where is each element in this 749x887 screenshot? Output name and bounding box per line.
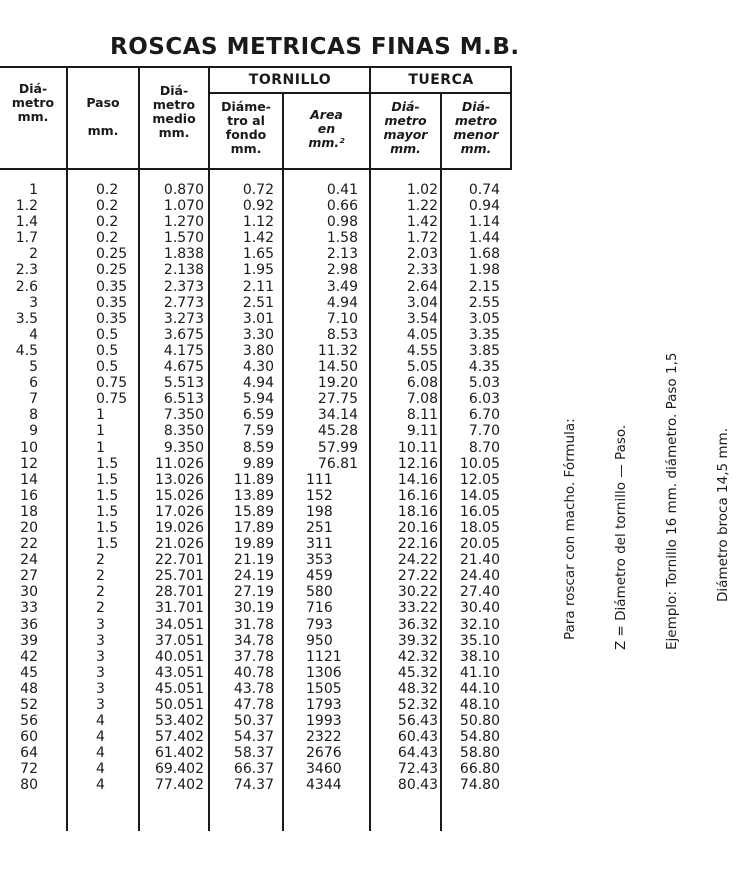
table-cell: 2.13 xyxy=(326,246,358,263)
table-cell: 1.12 xyxy=(242,214,274,231)
table-cell: 4 xyxy=(96,745,105,762)
table-cell: 37.051 xyxy=(155,632,204,649)
table-cell: 716 xyxy=(306,600,333,617)
table-cell: 111 xyxy=(306,471,333,488)
table-cell: 54.80 xyxy=(459,729,500,746)
table-cell: 38.10 xyxy=(459,648,500,665)
table-cell: 4 xyxy=(29,326,38,343)
table-cell: 4 xyxy=(96,777,105,794)
col-divider-5 xyxy=(369,66,371,831)
table-cell: 60 xyxy=(20,729,38,746)
table-cell: 4.5 xyxy=(15,342,38,359)
header-tornillo-fondo: Diáme- tro al fondo mm. xyxy=(221,99,271,156)
table-cell: 2 xyxy=(96,568,105,585)
table-cell: 31.78 xyxy=(233,616,274,633)
table-cell: 0.2 xyxy=(96,198,119,215)
table-cell: 3.30 xyxy=(242,326,274,343)
table-cell: 57.402 xyxy=(155,729,204,746)
table-cell: 44.10 xyxy=(459,680,500,697)
table-cell: 2 xyxy=(96,600,105,617)
table-cell: 950 xyxy=(306,632,333,649)
table-cell: 0.25 xyxy=(96,262,128,279)
table-cell: 21.19 xyxy=(233,552,274,569)
table-cell: 14.50 xyxy=(317,359,358,376)
table-cell: 2.55 xyxy=(468,294,500,311)
column-tuerca-mayor xyxy=(374,182,438,794)
table-cell: 5.94 xyxy=(242,391,274,408)
table-cell: 1 xyxy=(29,182,38,198)
table-cell: 1993 xyxy=(306,713,342,730)
header-tuerca-menor: Diá- metro menor mm. xyxy=(453,99,499,156)
side-note xyxy=(528,353,749,650)
table-cell: 27.75 xyxy=(317,391,358,408)
table-cell: 1.270 xyxy=(163,214,204,231)
table-cell: 6 xyxy=(29,375,38,392)
col-divider-6 xyxy=(440,92,442,831)
table-cell: 47.78 xyxy=(233,697,274,713)
table-cell: 3.49 xyxy=(326,278,358,295)
table-cell: 56 xyxy=(20,713,38,730)
table-cell: 1.570 xyxy=(163,230,204,247)
table-cell: 1.5 xyxy=(96,536,119,553)
table-cell: 4 xyxy=(96,729,105,746)
table-cell: 2.6 xyxy=(15,278,38,295)
table-cell: 22.16 xyxy=(397,536,438,553)
table-cell: 39 xyxy=(20,632,38,649)
table-cell: 251 xyxy=(306,519,333,536)
table-cell: 0.5 xyxy=(96,359,119,376)
table-cell: 0.2 xyxy=(96,230,119,247)
table-cell: 2.11 xyxy=(242,278,274,295)
header-diametro-medio: Diá- metro medio mm. xyxy=(152,83,196,140)
table-cell: 50.051 xyxy=(155,697,204,713)
table-cell: 4.55 xyxy=(406,342,438,359)
table-cell: 3 xyxy=(96,648,105,665)
table-cell: 36.32 xyxy=(397,616,438,633)
table-cell: 7.08 xyxy=(406,391,438,408)
table-cell: 0.2 xyxy=(96,214,119,231)
table-cell: 459 xyxy=(306,568,333,585)
table-cell: 6.59 xyxy=(242,407,274,424)
column-diametro-medio xyxy=(152,182,204,794)
table-cell: 3.5 xyxy=(15,310,38,327)
table-cell: 80 xyxy=(20,777,38,794)
table-cell: 1.5 xyxy=(96,471,119,488)
table-cell: 32.10 xyxy=(459,616,500,633)
table-cell: 8 xyxy=(29,407,38,424)
col-divider-1 xyxy=(66,66,68,831)
table-cell: 43.051 xyxy=(155,664,204,681)
table-cell: 42 xyxy=(20,648,38,665)
table-cell: 4.05 xyxy=(406,326,438,343)
table-cell: 19.026 xyxy=(155,519,204,536)
table-cell: 3.675 xyxy=(163,326,204,343)
table-cell: 60.43 xyxy=(397,729,438,746)
table-cell: 14.16 xyxy=(397,471,438,488)
table-cell: 66.37 xyxy=(233,761,274,778)
table-cell: 18.05 xyxy=(459,519,500,536)
table-cell: 34.14 xyxy=(317,407,358,424)
table-cell: 1505 xyxy=(306,680,342,697)
table-cell: 16.05 xyxy=(459,503,500,520)
table-cell: 1.5 xyxy=(96,455,119,472)
table-cell: 1306 xyxy=(306,664,342,681)
table-cell: 0.72 xyxy=(242,182,274,198)
table-cell: 27.40 xyxy=(459,584,500,601)
table-cell: 17.026 xyxy=(155,503,204,520)
table-cell: 76.81 xyxy=(317,455,358,472)
table-cell: 1.42 xyxy=(242,230,274,247)
table-cell: 1.7 xyxy=(15,230,38,247)
table-cell: 39.32 xyxy=(397,632,438,649)
table-cell: 58.37 xyxy=(233,745,274,762)
table-cell: 11.026 xyxy=(155,455,204,472)
table-cell: 16 xyxy=(20,487,38,504)
table-cell: 6.03 xyxy=(468,391,500,408)
table-cell: 48.32 xyxy=(397,680,438,697)
column-paso xyxy=(96,182,136,794)
column-diametro xyxy=(8,182,38,794)
table-cell: 353 xyxy=(306,552,333,569)
header-paso: Paso mm. xyxy=(86,95,120,138)
table-cell: 48 xyxy=(20,680,38,697)
table-cell: 0.74 xyxy=(468,182,500,198)
table-cell: 30.19 xyxy=(233,600,274,617)
table-cell: 1.5 xyxy=(96,519,119,536)
group-tuerca: TUERCA xyxy=(408,72,474,88)
table-cell: 1.95 xyxy=(242,262,274,279)
table-cell: 2 xyxy=(29,246,38,263)
table-cell: 19.20 xyxy=(317,375,358,392)
table-cell: 5 xyxy=(29,359,38,376)
note-line-3: Ejemplo: Tornillo 16 mm. diámetro. Paso 1,5 xyxy=(664,352,680,650)
table-cell: 27 xyxy=(20,568,38,585)
table-cell: 4.675 xyxy=(163,359,204,376)
table-cell: 14.05 xyxy=(459,487,500,504)
table-cell: 22 xyxy=(20,536,38,553)
table-cell: 57.99 xyxy=(317,439,358,456)
table-cell: 25.701 xyxy=(155,568,204,585)
table-cell: 11.89 xyxy=(233,471,274,488)
table-cell: 1.42 xyxy=(406,214,438,231)
table-cell: 33.22 xyxy=(397,600,438,617)
table-cell: 2676 xyxy=(306,745,342,762)
table-cell: 1.65 xyxy=(242,246,274,263)
table-cell: 580 xyxy=(306,584,333,601)
table-cell: 30.22 xyxy=(397,584,438,601)
table-cell: 24.22 xyxy=(397,552,438,569)
table-cell: 5.03 xyxy=(468,375,500,392)
table-cell: 311 xyxy=(306,536,333,553)
table-cell: 40.78 xyxy=(233,664,274,681)
note-line-1: Para roscar con macho. Fórmula: xyxy=(562,418,578,640)
table-cell: 11.32 xyxy=(317,342,358,359)
table-cell: 0.66 xyxy=(326,198,358,215)
column-tornillo-area xyxy=(290,182,358,794)
table-cell: 9.11 xyxy=(406,423,438,440)
table-cell: 10.11 xyxy=(397,439,438,456)
table-cell: 2.98 xyxy=(326,262,358,279)
table-cell: 35.10 xyxy=(459,632,500,649)
table-cell: 42.32 xyxy=(397,648,438,665)
table-cell: 12 xyxy=(20,455,38,472)
table-cell: 13.026 xyxy=(155,471,204,488)
table-cell: 4.175 xyxy=(163,342,204,359)
table-cell: 18.16 xyxy=(397,503,438,520)
table-cell: 27.19 xyxy=(233,584,274,601)
table-cell: 64.43 xyxy=(397,745,438,762)
table-cell: 12.05 xyxy=(459,471,500,488)
table-top-rule xyxy=(0,66,512,68)
table-cell: 64 xyxy=(20,745,38,762)
table-cell: 152 xyxy=(306,487,333,504)
table-cell: 1.2 xyxy=(15,198,38,215)
table-cell: 52 xyxy=(20,697,38,713)
table-cell: 7.59 xyxy=(242,423,274,440)
table-cell: 21.40 xyxy=(459,552,500,569)
table-cell: 1 xyxy=(96,407,105,424)
table-cell: 0.92 xyxy=(242,198,274,215)
header-bottom-rule xyxy=(0,168,512,170)
note-line-4: Diámetro broca 14,5 mm. xyxy=(715,428,731,602)
table-cell: 8.350 xyxy=(163,423,204,440)
table-cell: 3 xyxy=(96,616,105,633)
table-cell: 3.01 xyxy=(242,310,274,327)
table-cell: 14 xyxy=(20,471,38,488)
table-cell: 61.402 xyxy=(155,745,204,762)
table-cell: 2.64 xyxy=(406,278,438,295)
table-cell: 3 xyxy=(29,294,38,311)
table-cell: 2.373 xyxy=(163,278,204,295)
table-cell: 1.070 xyxy=(163,198,204,215)
table-cell: 6.08 xyxy=(406,375,438,392)
table-cell: 9.89 xyxy=(242,455,274,472)
col-divider-4 xyxy=(282,92,284,831)
table-cell: 7.70 xyxy=(468,423,500,440)
table-cell: 3.80 xyxy=(242,342,274,359)
table-cell: 8.59 xyxy=(242,439,274,456)
table-cell: 69.402 xyxy=(155,761,204,778)
table-cell: 10.05 xyxy=(459,455,500,472)
table-cell: 1.68 xyxy=(468,246,500,263)
table-cell: 4.94 xyxy=(326,294,358,311)
table-cell: 8.70 xyxy=(468,439,500,456)
table-cell: 3.35 xyxy=(468,326,500,343)
table-cell: 58.80 xyxy=(459,745,500,762)
table-cell: 52.32 xyxy=(397,697,438,713)
table-cell: 2.33 xyxy=(406,262,438,279)
table-cell: 48.10 xyxy=(459,697,500,713)
header-diametro: Diá- metro mm. xyxy=(11,81,55,124)
table-cell: 4 xyxy=(96,713,105,730)
table-cell: 2.51 xyxy=(242,294,274,311)
table-cell: 53.402 xyxy=(155,713,204,730)
group-tornillo: TORNILLO xyxy=(248,72,332,88)
table-cell: 3.273 xyxy=(163,310,204,327)
table-cell: 1.44 xyxy=(468,230,500,247)
table-cell: 1.838 xyxy=(163,246,204,263)
table-cell: 72 xyxy=(20,761,38,778)
table-cell: 1.5 xyxy=(96,487,119,504)
table-cell: 15.89 xyxy=(233,503,274,520)
table-cell: 27.22 xyxy=(397,568,438,585)
table-cell: 2 xyxy=(96,584,105,601)
col-divider-3 xyxy=(208,66,210,831)
table-cell: 12.16 xyxy=(397,455,438,472)
table-cell: 6.70 xyxy=(468,407,500,424)
table-cell: 2.773 xyxy=(163,294,204,311)
table-cell: 0.35 xyxy=(96,278,128,295)
column-tuerca-menor xyxy=(444,182,500,794)
header-tornillo-area: Area en mm.² xyxy=(308,107,345,150)
table-cell: 1793 xyxy=(306,697,342,713)
table-cell: 1.22 xyxy=(406,198,438,215)
group-header-rule xyxy=(208,92,512,94)
table-cell: 0.41 xyxy=(326,182,358,198)
table-cell: 34.78 xyxy=(233,632,274,649)
table-cell: 10 xyxy=(20,439,38,456)
page-title: ROSCAS METRICAS FINAS M.B. xyxy=(110,34,520,60)
table-cell: 2.15 xyxy=(468,278,500,295)
table-cell: 7 xyxy=(29,391,38,408)
table-cell: 0.2 xyxy=(96,182,119,198)
table-cell: 2.3 xyxy=(15,262,38,279)
table-cell: 4344 xyxy=(306,777,342,794)
table-cell: 22.701 xyxy=(155,552,204,569)
table-cell: 36 xyxy=(20,616,38,633)
table-cell: 30 xyxy=(20,584,38,601)
table-cell: 7.350 xyxy=(163,407,204,424)
table-cell: 13.89 xyxy=(233,487,274,504)
table-cell: 0.94 xyxy=(468,198,500,215)
table-cell: 3.54 xyxy=(406,310,438,327)
table-cell: 0.75 xyxy=(96,375,128,392)
table-cell: 0.25 xyxy=(96,246,128,263)
table-cell: 50.80 xyxy=(459,713,500,730)
table-cell: 18 xyxy=(20,503,38,520)
table-cell: 0.98 xyxy=(326,214,358,231)
table-cell: 16.16 xyxy=(397,487,438,504)
table-cell: 20.05 xyxy=(459,536,500,553)
table-cell: 5.05 xyxy=(406,359,438,376)
table-cell: 74.37 xyxy=(233,777,274,794)
table-cell: 24 xyxy=(20,552,38,569)
table-cell: 45 xyxy=(20,664,38,681)
table-cell: 43.78 xyxy=(233,680,274,697)
table-cell: 37.78 xyxy=(233,648,274,665)
table-cell: 0.35 xyxy=(96,294,128,311)
table-cell: 45.28 xyxy=(317,423,358,440)
table-cell: 20.16 xyxy=(397,519,438,536)
table-cell: 41.10 xyxy=(459,664,500,681)
table-cell: 4.35 xyxy=(468,359,500,376)
table-cell: 7.10 xyxy=(326,310,358,327)
table-cell: 34.051 xyxy=(155,616,204,633)
table-cell: 40.051 xyxy=(155,648,204,665)
table-cell: 2 xyxy=(96,552,105,569)
table-cell: 3.04 xyxy=(406,294,438,311)
table-cell: 72.43 xyxy=(397,761,438,778)
table-cell: 9.350 xyxy=(163,439,204,456)
table-cell: 3.05 xyxy=(468,310,500,327)
table-cell: 3 xyxy=(96,664,105,681)
table-cell: 2.03 xyxy=(406,246,438,263)
table-cell: 1.72 xyxy=(406,230,438,247)
table-cell: 80.43 xyxy=(397,777,438,794)
table-cell: 0.5 xyxy=(96,342,119,359)
table-cell: 9 xyxy=(29,423,38,440)
table-cell: 198 xyxy=(306,503,333,520)
table-cell: 0.75 xyxy=(96,391,128,408)
table-cell: 0.35 xyxy=(96,310,128,327)
table-cell: 1 xyxy=(96,423,105,440)
table-cell: 8.53 xyxy=(326,326,358,343)
table-cell: 19.89 xyxy=(233,536,274,553)
table-cell: 45.051 xyxy=(155,680,204,697)
table-cell: 3 xyxy=(96,680,105,697)
table-cell: 6.513 xyxy=(163,391,204,408)
table-cell: 54.37 xyxy=(233,729,274,746)
table-cell: 24.19 xyxy=(233,568,274,585)
table-cell: 77.402 xyxy=(155,777,204,794)
table-cell: 2.138 xyxy=(163,262,204,279)
table-cell: 5.513 xyxy=(163,375,204,392)
table-cell: 3460 xyxy=(306,761,342,778)
table-cell: 20 xyxy=(20,519,38,536)
table-cell: 30.40 xyxy=(459,600,500,617)
table-cell: 1.4 xyxy=(15,214,38,231)
table-cell: 21.026 xyxy=(155,536,204,553)
table-cell: 0.870 xyxy=(163,182,204,198)
table-cell: 45.32 xyxy=(397,664,438,681)
table-cell: 1121 xyxy=(306,648,342,665)
table-cell: 793 xyxy=(306,616,333,633)
table-cell: 3 xyxy=(96,697,105,713)
table-cell: 66.80 xyxy=(459,761,500,778)
table-cell: 1.98 xyxy=(468,262,500,279)
table-cell: 74.80 xyxy=(459,777,500,794)
table-cell: 3 xyxy=(96,632,105,649)
note-line-2: Z = Diámetro del tornillo — Paso. xyxy=(613,424,629,650)
table-cell: 4 xyxy=(96,761,105,778)
header-tuerca-mayor: Diá- metro mayor mm. xyxy=(383,99,428,156)
table-cell: 0.5 xyxy=(96,326,119,343)
table-cell: 24.40 xyxy=(459,568,500,585)
table-cell: 1.02 xyxy=(406,182,438,198)
table-cell: 50.37 xyxy=(233,713,274,730)
col-divider-2 xyxy=(138,66,140,831)
table-cell: 4.94 xyxy=(242,375,274,392)
table-cell: 56.43 xyxy=(397,713,438,730)
table-cell: 1.58 xyxy=(326,230,358,247)
table-cell: 28.701 xyxy=(155,584,204,601)
table-cell: 31.701 xyxy=(155,600,204,617)
table-cell: 33 xyxy=(20,600,38,617)
table-cell: 1.5 xyxy=(96,503,119,520)
table-cell: 2322 xyxy=(306,729,342,746)
table-cell: 3.85 xyxy=(468,342,500,359)
table-cell: 15.026 xyxy=(155,487,204,504)
table-cell: 1 xyxy=(96,439,105,456)
table-cell: 8.11 xyxy=(406,407,438,424)
table-cell: 17.89 xyxy=(233,519,274,536)
column-tornillo-fondo xyxy=(222,182,274,794)
table-cell: 1.14 xyxy=(468,214,500,231)
table-cell: 4.30 xyxy=(242,359,274,376)
